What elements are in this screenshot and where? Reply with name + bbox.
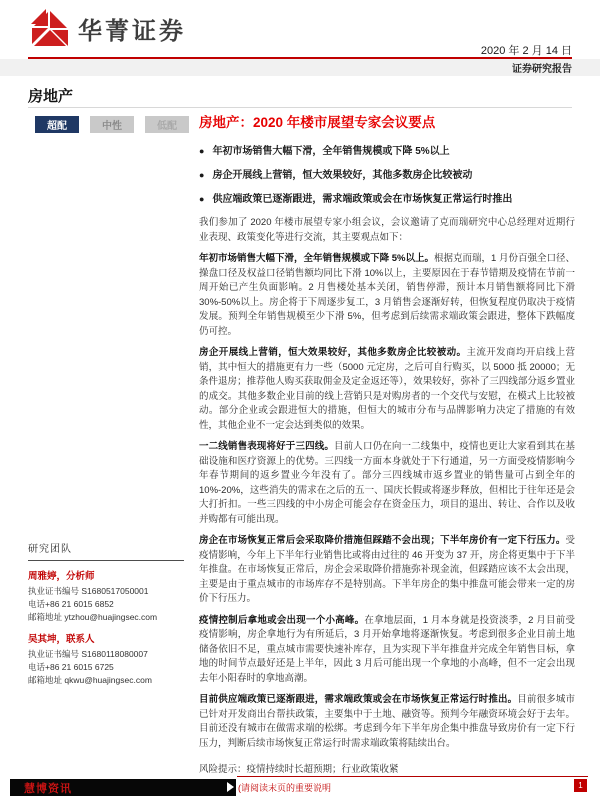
intro-paragraph: 我们参加了 2020 年楼市展望专家小组会议，会议邀请了克而瑞研究中心总经理对近期行业表现、政策变化等进行交流，其主要观点如下： bbox=[199, 217, 575, 243]
report-paragraph bbox=[199, 440, 575, 527]
report-body bbox=[199, 111, 575, 775]
watermark-bar bbox=[10, 779, 236, 796]
report-paragraph bbox=[199, 534, 575, 607]
bullet-text: 年初市场销售大幅下滑，全年销售规模或下降 5%以上 bbox=[212, 146, 450, 157]
summary-bullet bbox=[199, 168, 575, 183]
paragraph-body: 受疫情影响，今年上下半年行业销售比或将由过往的 46 开变为 37 开，房企将更集中于下半年推盘。在市场恢复正常后，房企会采取降价措施弥补现金流，但踩踏应该不太会出现，主要是由于重点城市的市场库存不是特别高。下半年房企的集中推盘可能会带来一定的房价下行压力。 bbox=[199, 535, 575, 604]
watermark-text: 慧博资讯 bbox=[24, 782, 72, 795]
report-paragraph bbox=[199, 693, 575, 751]
sector-title: 房地产 bbox=[28, 88, 74, 105]
paragraph-body: 根据克而瑞，1 月份百强全口径、操盘口径及权益口径销售额均同比下滑 10%以上，主要原因在于春节错期及疫情在节前一周开始已产生负面影响。2 月售楼处基本关闭，销售停滞，预计本月销售额将同比下滑 30%-50%以上。房企将于下周逐步复工，3 月销售会逐渐好转，但恢复程度仍取决于疫情发展。预判全年销售规模至少下滑 5%，但考虑到后续需求端政策会跟进，整体下跌幅度仍可控。 bbox=[199, 253, 575, 337]
header-graybar bbox=[0, 59, 600, 76]
member-phone: 电话+86 21 6015 6852 bbox=[28, 599, 114, 609]
report-paragraph bbox=[199, 346, 575, 433]
report-paragraph bbox=[199, 252, 575, 339]
sector-divider bbox=[28, 107, 572, 108]
risk-warning: 风险提示：疫情持续时长超预期；行业政策收紧 bbox=[199, 764, 399, 775]
summary-bullet bbox=[199, 144, 575, 159]
paragraph-lead: 房企开展线上营销，恒大效果较好，其他多数房企比较被动。 bbox=[199, 347, 467, 358]
member-name-role: 周雅婷，分析师 bbox=[28, 571, 95, 582]
research-team-heading: 研究团队 bbox=[28, 544, 72, 555]
member-license: 执业证书编号 S1680118080007 bbox=[28, 649, 148, 659]
team-member bbox=[28, 568, 184, 624]
paragraph-body: 在拿地层面，1 月本身就是投资淡季，2 月目前受疫情影响，房企拿地行为有所延后，3 月开始拿地将逐渐恢复。考虑到很多企业目前土地储备依旧不足，重点城市需要快速补库存，且为实现下半年推盘并完成全年销售目标，拿地的时间节点最好还是上半年，因此 3 月后可能出现一个拿地的小高峰，但不一定会出现去年小阳春时的拿地高潮。 bbox=[199, 614, 575, 684]
paragraph-body: 目前人口仍在向一二线集中，疫情也更让大家看到其在基础设施和医疗资源上的优势。三四线一方面本身就处于下行通道，另一方面受疫情影响今年春节期间的返乡置业今年没有了。部分三四线城市返乡置业的销售量可占到全年的 10%-20%，这些消失的需求在之后的五一、国庆长假或将逐步释放，但相比于往年还是会大打折扣。一些三四线的中小房企可能会存在资金压力，项目的退出、转让、合作以及收并购都有可能出现。 bbox=[199, 441, 575, 525]
bullet-dot-icon: ● bbox=[199, 194, 205, 204]
bullet-dot-icon: ● bbox=[199, 146, 205, 156]
report-paragraph bbox=[199, 614, 575, 687]
bullet-dot-icon: ● bbox=[199, 170, 205, 180]
paragraph-lead: 年初市场销售大幅下滑，全年销售规模或下降 5%以上。 bbox=[199, 253, 434, 264]
page-number-badge: 1 bbox=[574, 779, 587, 792]
report-date: 2020 年 2 月 14 日 bbox=[480, 45, 572, 57]
cursor-arrow-icon bbox=[227, 782, 234, 792]
paragraph-lead: 目前供应端政策已逐渐跟进，需求端政策或会在市场恢复正常运行时推出。 bbox=[199, 694, 518, 705]
paragraph-body: 主流开发商均开启线上营销，其中恒大的措施更有力一些（5000 元定房，之后可自行购买，以 5000 抵 20000；无条件退房；推荐他人购买获取佣金及定金返还等），效果较好，弥补了三四线部分返乡置业的成交。其他多数企业目前的线上营销只是对购房者的一个交代与安慰，在模式上比较被动。部分企业或会跟进恒大的措施，但恒大的城市分布与品牌影响力决定了措施的有效性，其他企业不一定会达到类似的效果。 bbox=[199, 347, 575, 431]
bullet-text: 房企开展线上营销，恒大效果较好，其他多数房企比较被动 bbox=[212, 170, 473, 181]
team-member bbox=[28, 631, 184, 687]
brand-logo bbox=[30, 8, 186, 48]
research-team-panel bbox=[28, 540, 184, 687]
report-type-label: 证券研究报告 bbox=[512, 64, 572, 75]
member-phone: 电话+86 21 6015 6725 bbox=[28, 662, 114, 672]
huajing-logo-icon bbox=[30, 8, 70, 48]
member-license: 执业证书编号 S1680517050001 bbox=[28, 586, 149, 596]
member-email: 邮箱地址 qkwu@huajingsec.com bbox=[28, 675, 152, 685]
brand-name: 华菁证券 bbox=[78, 17, 186, 45]
paragraph-lead: 房企在市场恢复正常后会采取降价措施但踩踏不会出现；下半年房价有一定下行压力。 bbox=[199, 535, 566, 546]
paragraph-body: 目前很多城市已针对开发商出台帮扶政策，主要集中于土地、融资等。预判今年融资环境会好于去年。目前还没有城市在做需求端的松绑。考虑到今年下半年房企集中推盘导致房价有一定下行压力，判断后续市场恢复正常运行时需求端政策将陆续出台。 bbox=[199, 694, 575, 749]
paragraph-lead: 疫情控制后拿地或会出现一个小高峰。 bbox=[199, 614, 365, 626]
report-title: 房地产：2020 年楼市展望专家会议要点 bbox=[199, 115, 436, 130]
member-name-role: 吴其坤，联系人 bbox=[28, 634, 95, 645]
paragraph-lead: 一二线销售表现将好于三四线。 bbox=[199, 441, 335, 452]
rating-chip-overweight: 超配 bbox=[35, 116, 79, 133]
bullet-text: 供应端政策已逐渐跟进，需求端政策或会在市场恢复正常运行时推出 bbox=[212, 194, 513, 205]
research-team-divider bbox=[28, 560, 184, 561]
footer-divider-red bbox=[237, 776, 588, 777]
rating-chips bbox=[35, 116, 189, 133]
rating-chip-underweight: 低配 bbox=[145, 116, 189, 133]
footer-disclaimer: (请阅读末页的重要说明 bbox=[238, 783, 331, 793]
member-email: 邮箱地址 ytzhou@huajingsec.com bbox=[28, 612, 158, 622]
rating-chip-neutral: 中性 bbox=[90, 116, 134, 133]
summary-bullet bbox=[199, 192, 575, 207]
